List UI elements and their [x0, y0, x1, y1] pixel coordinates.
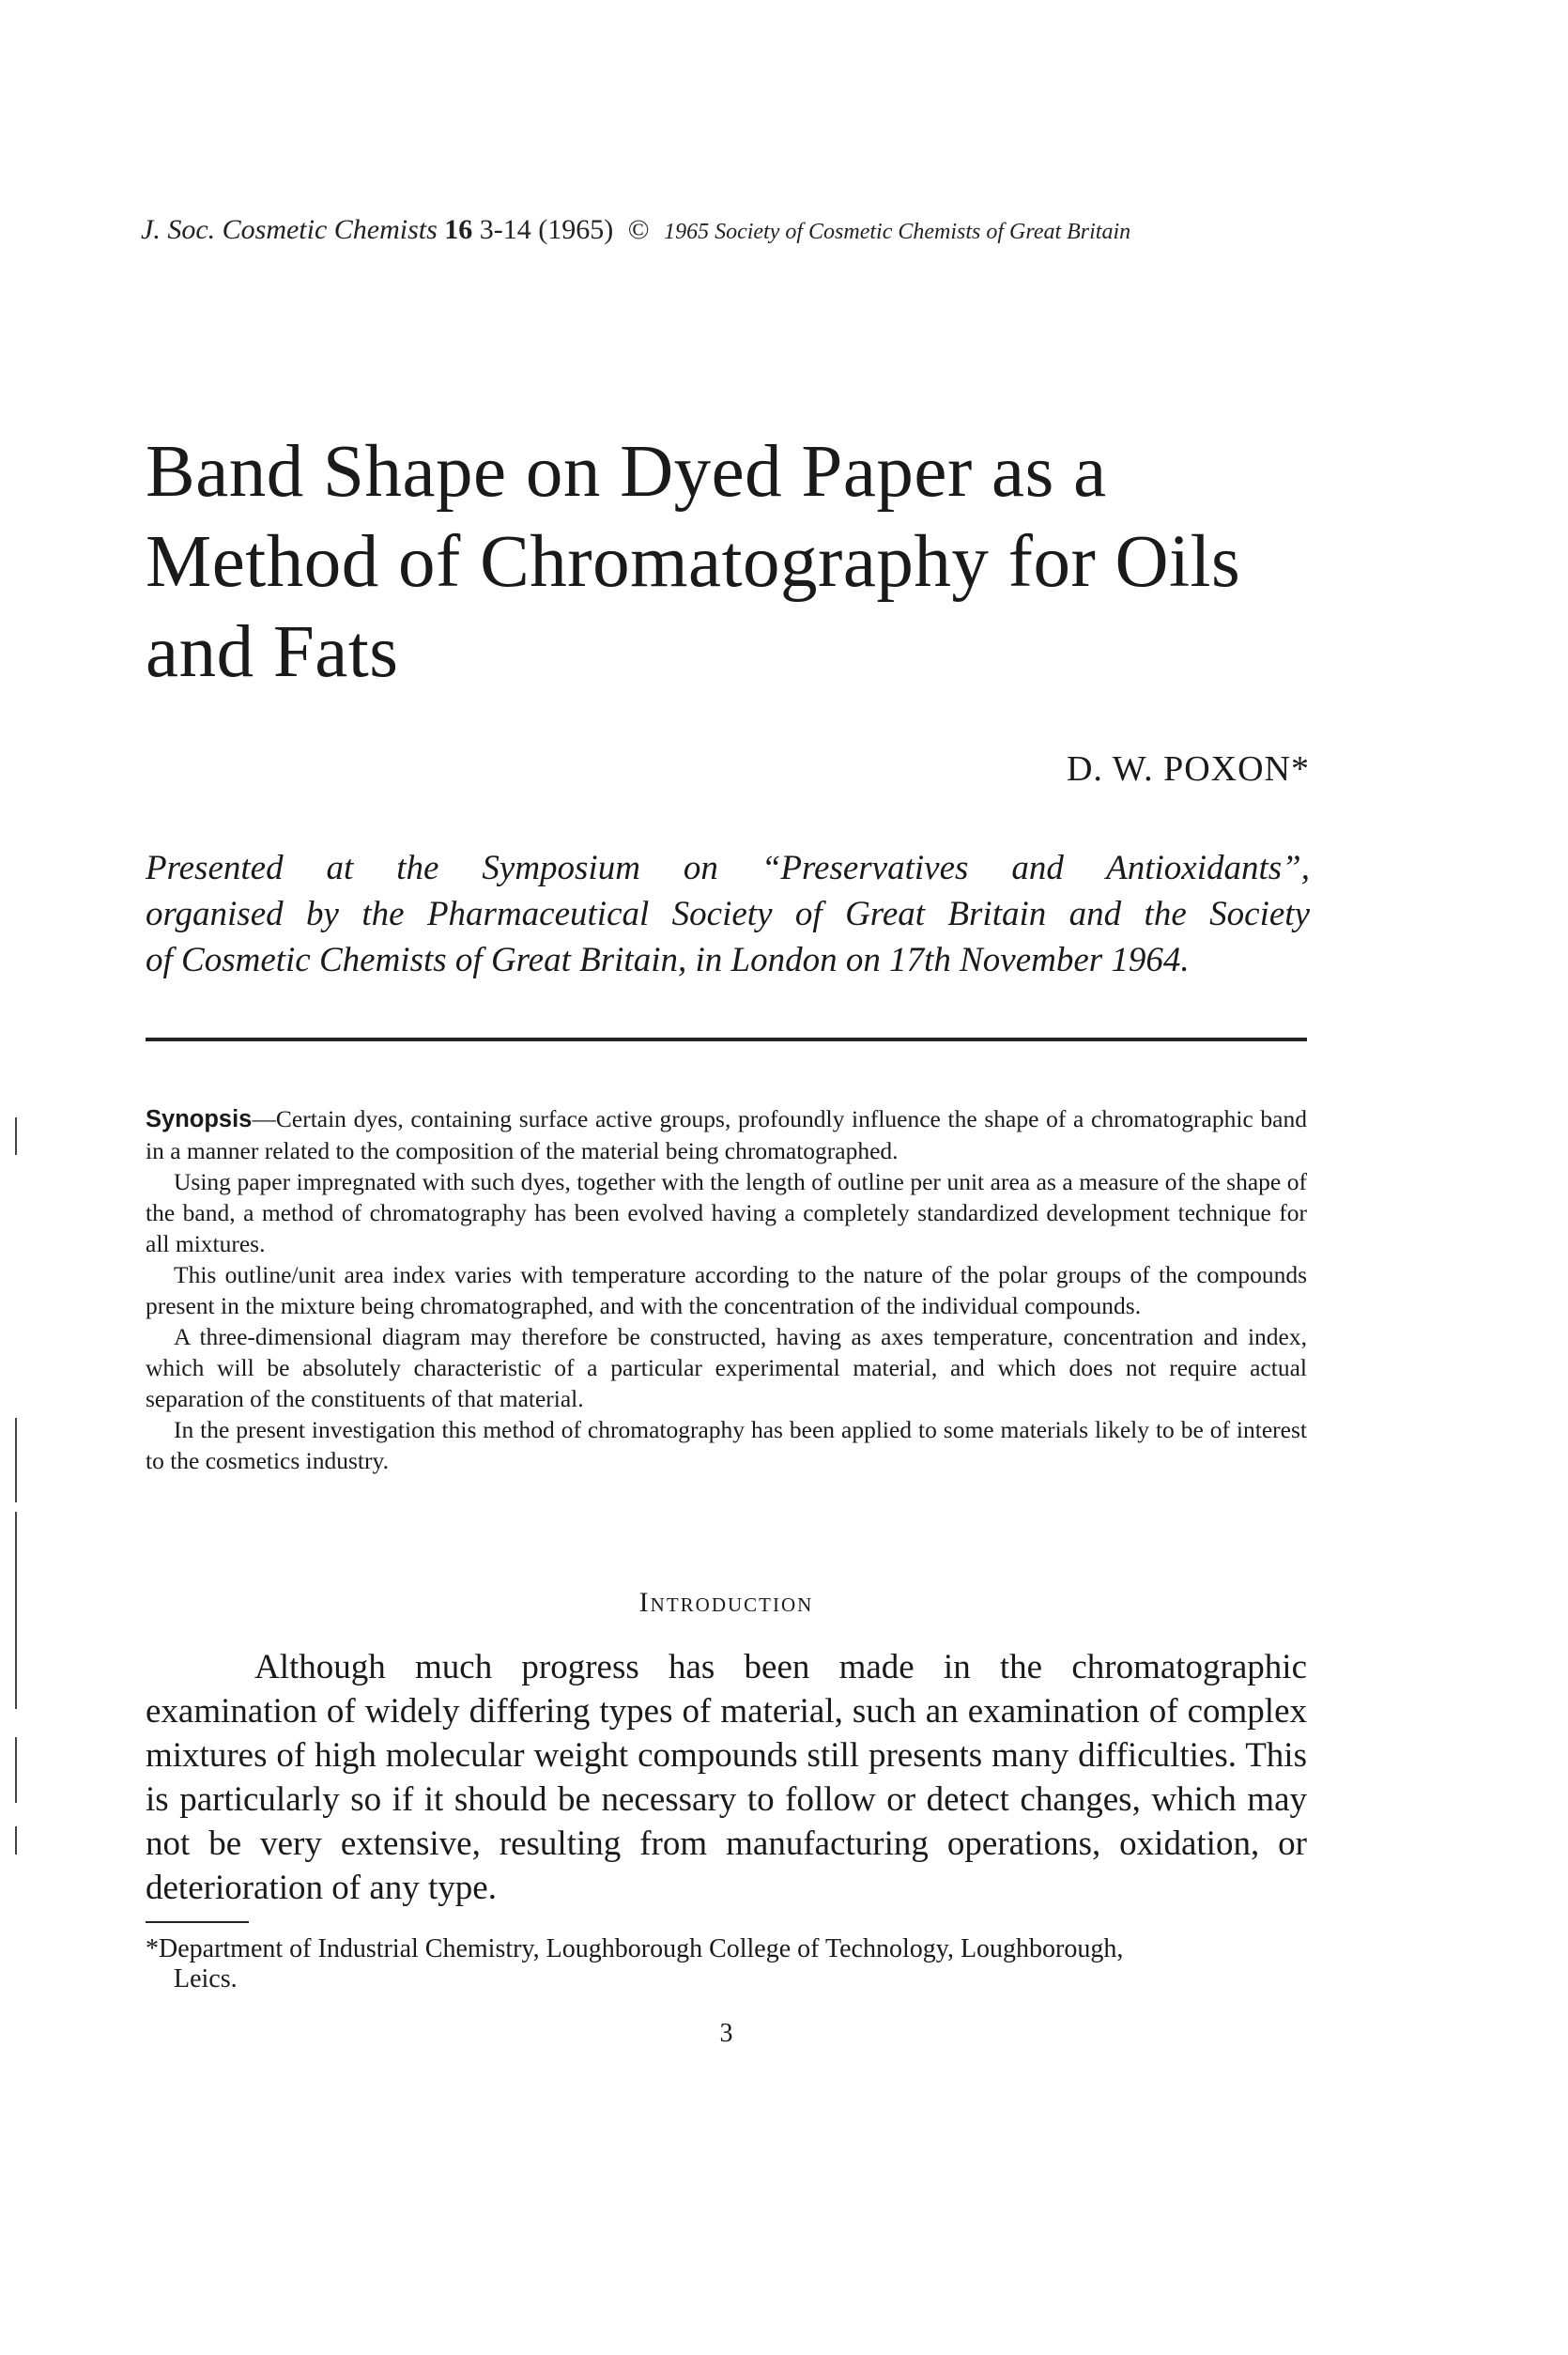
title-line-3: and Fats — [146, 611, 399, 693]
synopsis-p1-text: —Certain dyes, containing surface active groups, profoundly influence the shape of a chromatographic band in a manner related to the composition of the material being chromatographed. — [146, 1105, 1307, 1164]
copyright-text: 1965 Society of Cosmetic Chemists of Great Britain — [664, 220, 1131, 244]
synopsis — [146, 1103, 1307, 1476]
page-number: 3 — [719, 2019, 733, 2048]
scan-artifact — [15, 1737, 17, 1803]
synopsis-paragraph-2: Using paper impregnated with such dyes, together with the length of outline per unit area as a measure of the shape of the band, a method of chromatography has been evolved having a completely standardized development technique for all mixtures. — [146, 1168, 1307, 1257]
synopsis-paragraph-3: This outline/unit area index varies with temperature according to the nature of the polar groups of the compounds present in the mixture being chromatographed, and with the concentration of the individual compounds. — [146, 1261, 1307, 1319]
title-line-1: Band Shape on Dyed Paper as a — [146, 431, 1107, 513]
journal-name: J. Soc. Cosmetic Chemists — [141, 214, 438, 245]
paper-title — [146, 427, 1366, 698]
footnote-rule — [146, 1921, 249, 1923]
synopsis-paragraph-5: In the present investigation this method of chromatography has been applied to some materials likely to be of interest to the cosmetics industry. — [146, 1416, 1307, 1474]
scan-artifact — [15, 1512, 17, 1709]
author-name: D. W. POXON* — [1066, 749, 1310, 789]
introduction-paragraph: Although much progress has been made in the chromatographic examination of widely differing types of material, such an examination of complex mixtures of high molecular weight compounds still presents many difficulties. This is particularly so if it should be necessary to follow or detect changes, which may not be very extensive, resulting from manufacturing operations, oxidation, or deterioration of any type. — [146, 1648, 1307, 1907]
journal-pages: 3-14 (1965) — [479, 214, 614, 245]
synopsis-paragraph-4: A three-dimensional diagram may therefore be constructed, having as axes temperature, concentration and index, which will be absolutely characteristic of a particular experimental material, and which does not require actual separation of the constituents of that material. — [146, 1323, 1307, 1412]
presentation-note — [146, 845, 1310, 983]
presented-line-2: organised by the Pharmaceutical Society of Great Britain and the Society — [146, 895, 1310, 933]
presented-line-1: Presented at the Symposium on “Preservatives and Antioxidants”, — [146, 849, 1310, 887]
journal-volume: 16 — [444, 214, 473, 245]
title-line-2: Method of Chromatography for Oils — [146, 521, 1241, 603]
synopsis-paragraph-1 — [146, 1103, 1307, 1166]
scan-artifact — [15, 1117, 17, 1155]
journal-citation — [141, 214, 1130, 246]
section-divider — [146, 1038, 1307, 1041]
footnote-line-2: Leics. — [174, 1964, 238, 1993]
introduction-heading: Introduction — [638, 1587, 814, 1618]
copyright-icon: © — [627, 214, 650, 245]
scan-artifact — [15, 1418, 17, 1502]
presented-line-3: of Cosmetic Chemists of Great Britain, in London on 17th November 1964. — [146, 941, 1190, 979]
synopsis-label: Synopsis — [146, 1106, 253, 1132]
footnote-line-1: *Department of Industrial Chemistry, Loughborough College of Technology, Loughborough, — [146, 1934, 1124, 1963]
footnote — [146, 1934, 1307, 1994]
scan-artifact — [15, 1826, 17, 1855]
